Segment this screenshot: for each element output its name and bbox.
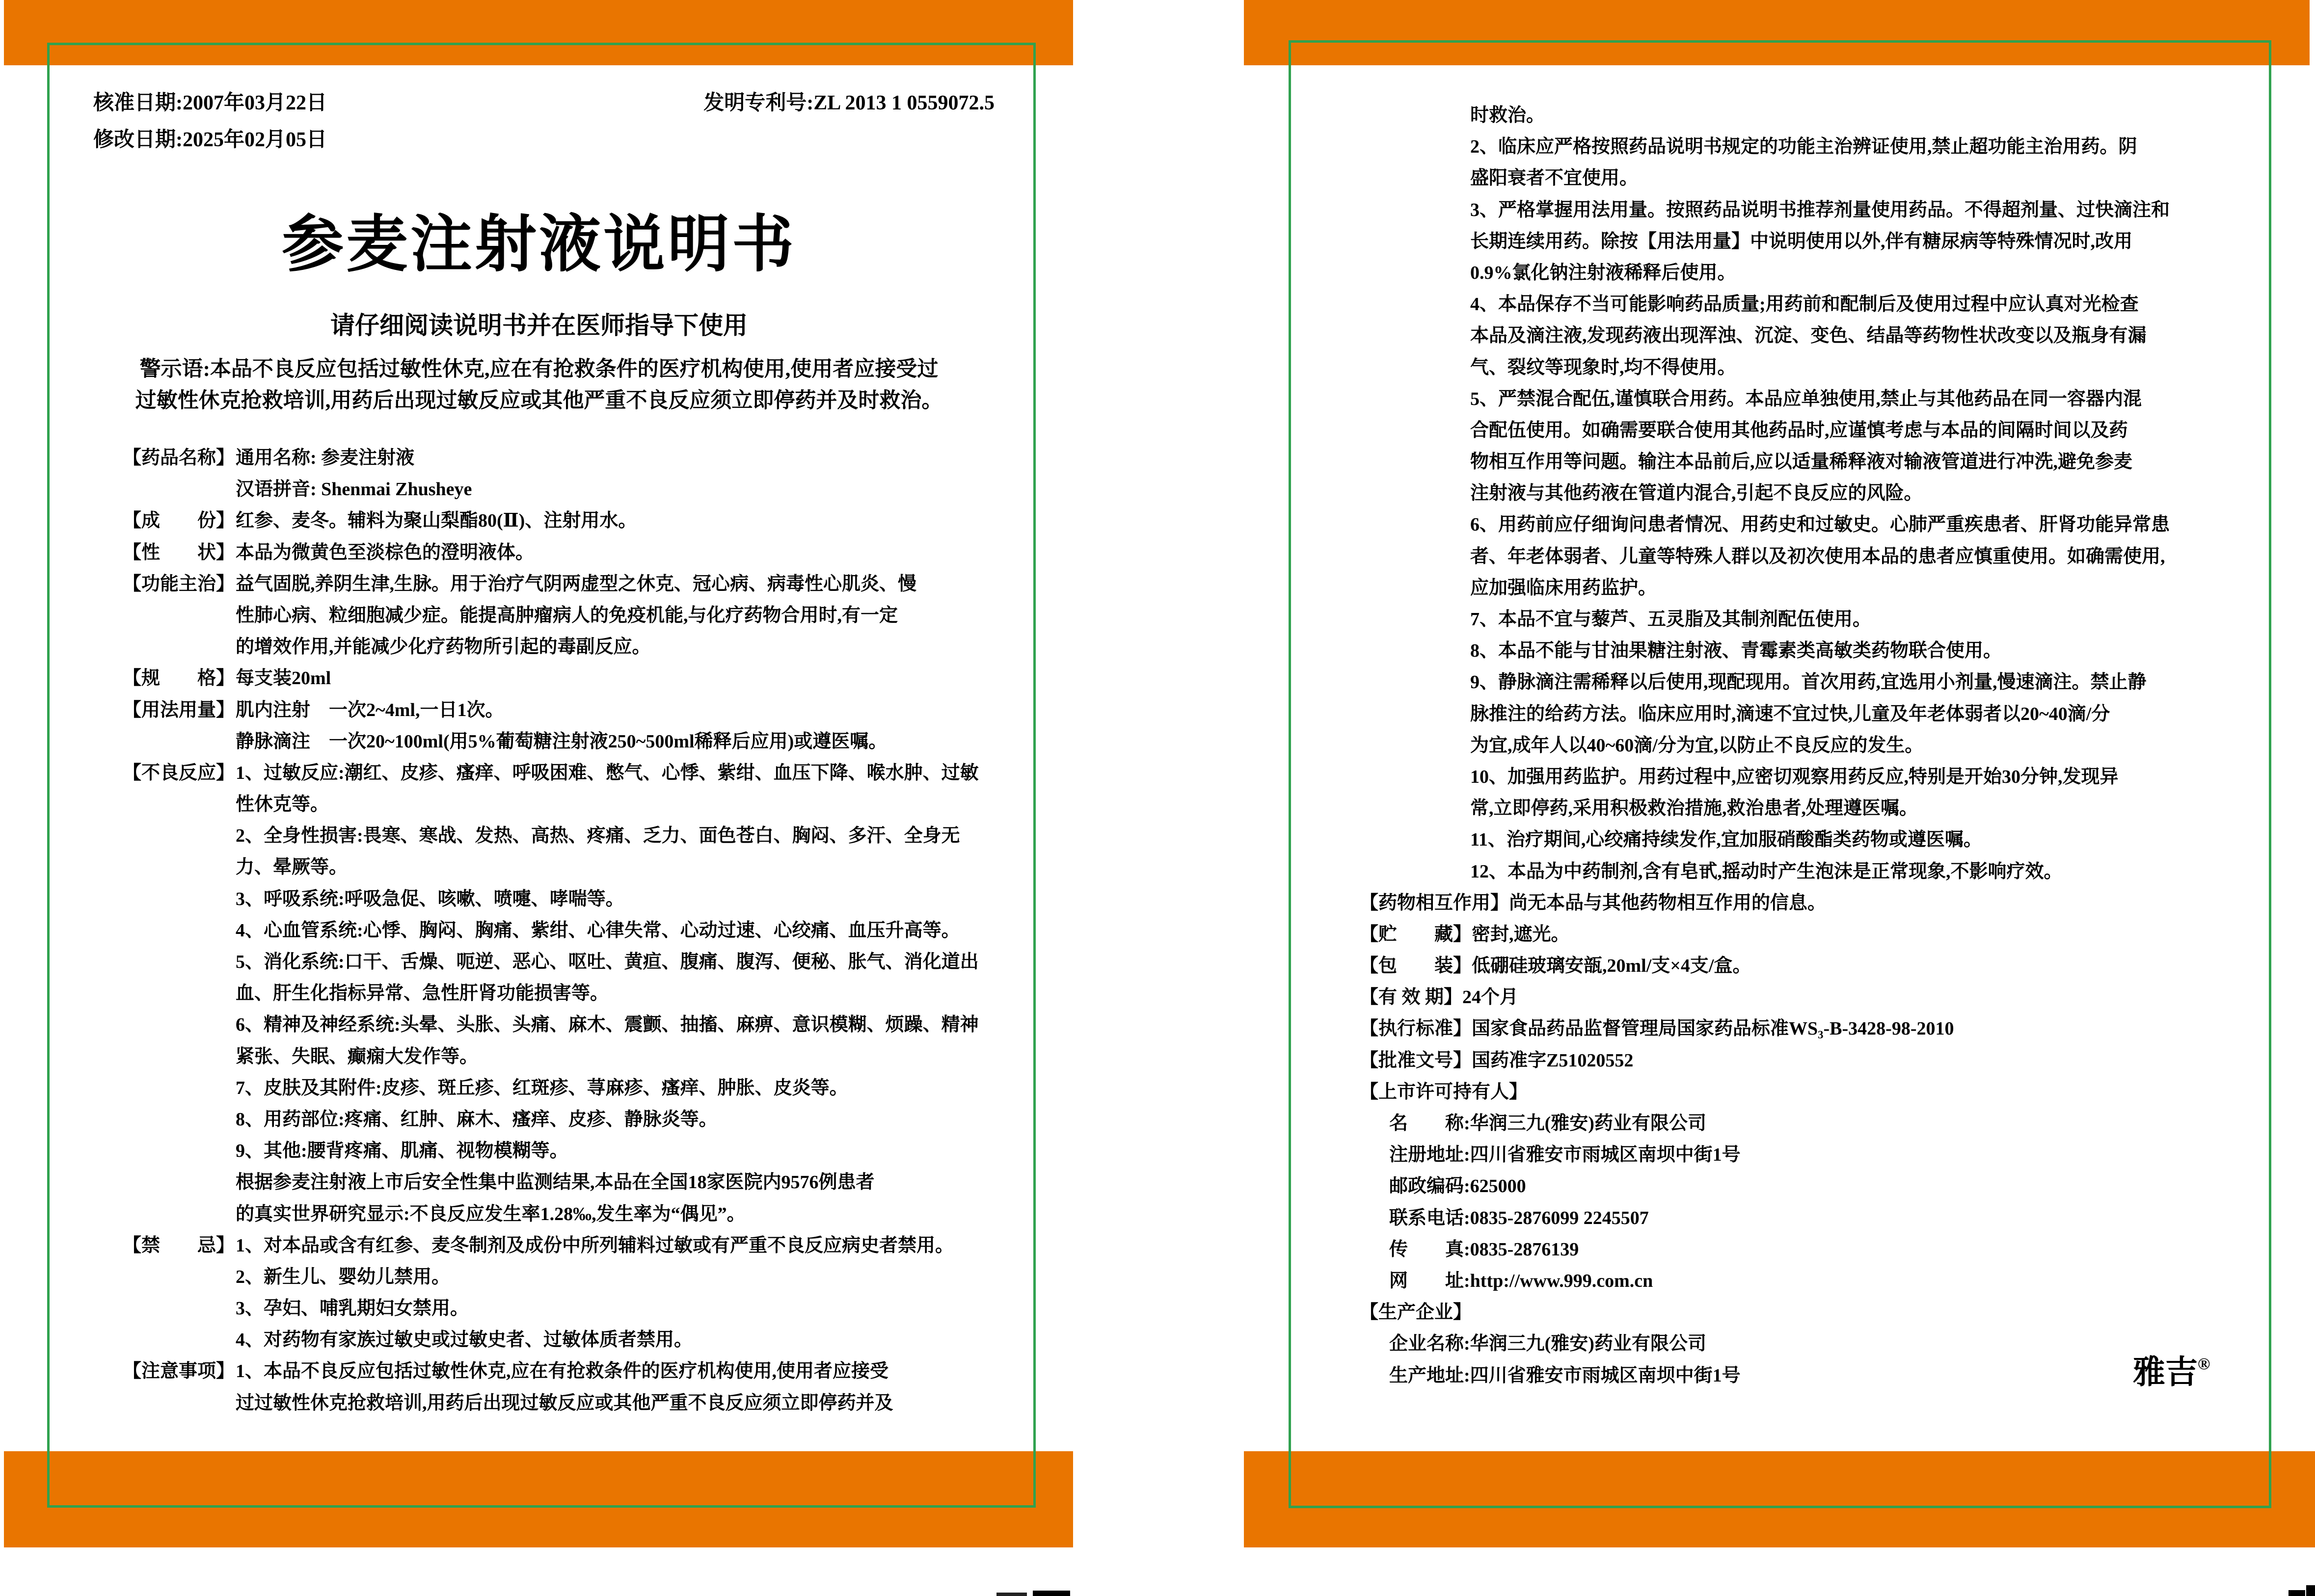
section-label: 【药品名称】 [123,448,235,468]
section-text: 根据参麦注射液上市后安全性集中监测结果,本品在全国18家医院内9576例患者 [236,1172,875,1193]
text-line: 时救治。 [1470,105,1545,126]
section-text: 性肺心病、粒细胞减少症。能提高肿瘤病人的免疫机能,与化疗药物合用时,有一定 [236,605,898,626]
text-line [123,663,979,694]
text-line: 2、临床应严格按照药品说明书规定的功能主治辨证使用,禁止超功能主治用药。阴 [1470,136,2137,158]
section-text: 性休克等。 [236,794,329,815]
text-line: 物相互作用等问题。输注本品前后,应以适量稀释液对输液管道进行冲洗,避免参麦 [1470,452,2133,473]
text-line [123,505,979,536]
text-line: 网 址:http://www.999.com.cn [1389,1270,1653,1291]
section-text: 紧张、失眠、癫痫大发作等。 [236,1046,479,1067]
text-line: 气、裂纹等现象时,均不得使用。 [1470,357,1736,378]
orange-band-bottom-right [1244,1451,2315,1547]
revision-date: 修改日期:2025年02月05日 [93,129,327,151]
orange-band-top-right [1244,0,2310,65]
section-text: 4、心血管系统:心悸、胸闷、胸痛、紫绀、心律失常、心动过速、心绞痛、血压升高等。 [236,920,960,941]
text-line: 邮政编码:625000 [1389,1176,1526,1197]
text-line [123,1387,979,1419]
text-line [123,1324,979,1356]
section-text: 5、消化系统:口干、舌燥、呃逆、恶心、呕吐、黄疸、腹痛、腹泻、便秘、胀气、消化道出 [236,952,979,972]
section-text: 3、呼吸系统:呼吸急促、咳嗽、喷嚏、哮喘等。 [236,888,624,909]
text-line [123,1041,979,1072]
section-text: 肌内注射 一次2~4ml,一日1次。 [236,699,504,720]
text-line: 【上市许可持有人】 [1360,1081,1528,1102]
text-line [123,568,979,600]
section-text: 汉语拼音: Shenmai Zhusheye [236,479,472,500]
section-label: 【规 格】 [123,668,235,689]
text-line: 9、静脉滴注需稀释以后使用,现配现用。首次用药,宜选用小剂量,慢速滴注。禁止静 [1470,672,2147,693]
right-page-body [1360,100,2170,1391]
section-text: 益气固脱,养阴生津,生脉。用于治疗气阴两虚型之休克、冠心病、病毒性心肌炎、慢 [236,573,917,594]
section-text: 的增效作用,并能减少化疗药物所引起的毒副反应。 [236,637,651,658]
section-label: 【用法用量】 [123,699,235,720]
text-line: 【包 装】低硼硅玻璃安瓿,20ml/支×4支/盒。 [1360,956,1751,977]
section-text: 每支装20ml [236,668,331,689]
text-line [123,726,979,757]
text-line [123,474,979,505]
section-text: 9、其他:腰背疼痛、肌痛、视物模糊等。 [236,1141,568,1162]
section-label: 【不良反应】 [123,762,235,783]
text-line: 脉推注的给药方法。临床应用时,滴速不宜过快,儿童及年老体弱者以20~40滴/分 [1470,703,2110,724]
registered-mark-icon: ® [2198,1355,2210,1373]
page-subtitle: 请仔细阅读说明书并在医师指导下使用 [330,312,748,339]
text-line: 本品及滴注液,发现药液出现浑浊、沉淀、变色、结晶等药物性状改变以及瓶身有漏 [1470,325,2147,346]
section-text: 4、对药物有家族过敏史或过敏史者、过敏体质者禁用。 [236,1330,693,1351]
text-line: 应加强临床用药监护。 [1470,577,1657,598]
text-line: 注册地址:四川省雅安市雨城区南坝中街1号 [1389,1144,1741,1166]
text-line: 【贮 藏】密封,遮光。 [1360,924,1570,945]
text-line: 3、严格掌握用法用量。按照药品说明书推荐剂量使用药品。不得超剂量、过快滴注和 [1470,199,2170,220]
text-line: 为宜,成年人以40~60滴/分为宜,以防止不良反应的发生。 [1470,735,1924,756]
section-text: 本品为微黄色至淡棕色的澄明液体。 [236,542,535,563]
text-line: 盛阳衰者不宜使用。 [1470,168,1639,189]
left-page-body [123,442,979,1419]
text-line [123,537,979,568]
text-line: 注射液与其他药液在管道内混合,引起不良反应的风险。 [1470,483,1923,504]
section-text: 3、孕妇、哺乳期妇女禁用。 [236,1298,469,1319]
patent-number: 发明专利号:ZL 2013 1 0559072.5 [703,92,995,114]
text-line: 12、本品为中药制剂,含有皂甙,摇动时产生泡沫是正常现象,不影响疗效。 [1470,861,2063,882]
section-label: 【禁 忌】 [123,1235,235,1256]
section-label: 【性 状】 [123,542,235,563]
text-line: 长期连续用药。除按【用法用量】中说明使用以外,伴有糖尿病等特殊情况时,改用 [1470,231,2133,252]
section-text: 通用名称: 参麦注射液 [236,448,415,468]
text-line: 【有 效 期】24个月 [1360,987,1519,1008]
text-line: 【执行标准】国家食品药品监督管理局国家药品标准WS₃-B-3428-98-2010 [1360,1018,1954,1039]
text-line [123,1009,979,1040]
scan-artifact [2306,1585,2315,1596]
text-line [123,1198,979,1230]
scan-artifact [1033,1591,1070,1596]
text-line: 【生产企业】 [1360,1302,1472,1323]
section-text: 2、新生儿、婴幼儿禁用。 [236,1266,451,1287]
text-line: 常,立即停药,采用积极救治措施,救治患者,处理遵医嘱。 [1470,798,1918,819]
text-line [123,1104,979,1135]
text-line [123,789,979,820]
text-line [123,757,979,789]
text-line [123,1135,979,1167]
section-label: 【注意事项】 [123,1361,235,1382]
text-line [123,1072,979,1104]
section-text: 红参、麦冬。辅料为聚山梨酯80(Ⅱ)、注射用水。 [236,510,637,532]
orange-band-bottom-left [4,1451,1073,1547]
text-line: 5、严禁混合配伍,谨慎联合用药。本品应单独使用,禁止与其他药品在同一容器内混 [1470,388,2142,409]
text-line: 生产地址:四川省雅安市雨城区南坝中街1号 [1389,1365,1741,1386]
section-text: 静脉滴注 一次20~100ml(用5%葡萄糖注射液250~500ml稀释后应用)或遵医嘱。 [236,731,888,752]
section-text: 8、用药部位:疼痛、红肿、麻木、瘙痒、皮疹、静脉炎等。 [236,1109,718,1130]
section-text: 过过敏性休克抢救培训,用药后出现过敏反应或其他严重不良反应须立即停药并及 [236,1392,893,1413]
text-line: 11、治疗期间,心绞痛持续发作,宜加服硝酸酯类药物或遵医嘱。 [1470,829,1982,851]
text-line: 联系电话:0835-2876099 2245507 [1389,1207,1649,1228]
section-text: 1、过敏反应:潮红、皮疹、瘙痒、呼吸困难、憋气、心悸、紫绀、血压下降、喉水肿、过敏 [236,762,979,783]
text-line: 7、本品不宜与藜芦、五灵脂及其制剂配伍使用。 [1470,609,1872,630]
warning-line-2: 过敏性休克抢救培训,用药后出现过敏反应或其他严重不良反应须立即停药并及时救治。 [135,389,943,412]
text-line: 名 称:华润三九(雅安)药业有限公司 [1389,1113,1706,1134]
section-text: 血、肝生化指标异常、急性肝肾功能损害等。 [236,983,609,1004]
warning-line-1: 警示语:本品不良反应包括过敏性休克,应在有抢救条件的医疗机构使用,使用者应接受过 [139,358,939,381]
section-text: 7、皮肤及其附件:皮疹、斑丘疹、红斑疹、荨麻疹、瘙痒、肿胀、皮炎等。 [236,1077,848,1098]
text-line [123,915,979,946]
text-line: 企业名称:华润三九(雅安)药业有限公司 [1389,1333,1706,1355]
text-line: 6、用药前应仔细询问患者情况、用药史和过敏史。心肺严重疾患者、肝肾功能异常患 [1470,514,2170,535]
section-text: 2、全身性损害:畏寒、寒战、发热、高热、疼痛、乏力、面色苍白、胸闷、多汗、全身无 [236,825,960,847]
text-line [123,600,979,631]
trademark-logo [2133,1346,2210,1392]
text-line: 0.9%氯化钠注射液稀释后使用。 [1470,262,1736,283]
text-line [123,1356,979,1387]
text-line [123,1230,979,1261]
orange-band-top-left [4,0,1073,65]
scan-artifact [2288,1590,2305,1596]
text-line [123,978,979,1009]
text-line: 者、年老体弱者、儿童等特殊人群以及初次使用本品的患者应慎重使用。如确需使用, [1470,546,2165,567]
trademark-name: 雅吉 [2133,1355,2198,1390]
section-label: 【成 份】 [123,510,235,532]
text-line: 8、本品不能与甘油果糖注射液、青霉素类高敏类药物联合使用。 [1470,640,2002,662]
text-line [123,1167,979,1198]
section-text: 1、对本品或含有红参、麦冬制剂及成份中所列辅料过敏或有严重不良反应病史者禁用。 [236,1235,954,1256]
section-text: 6、精神及神经系统:头晕、头胀、头痛、麻木、震颤、抽搐、麻痹、意识模糊、烦躁、精神 [236,1014,979,1036]
text-line: 合配伍使用。如确需要联合使用其他药品时,应谨慎考虑与本品的间隔时间以及药 [1470,420,2128,441]
text-line [123,631,979,663]
section-label: 【功能主治】 [123,573,235,594]
scan-artifact [996,1593,1027,1596]
text-line: 4、本品保存不当可能影响药品质量;用药前和配制后及使用过程中应认真对光检查 [1470,294,2139,315]
text-line [123,851,979,883]
text-line: 【药物相互作用】尚无本品与其他药物相互作用的信息。 [1360,892,1827,913]
text-line: 【批准文号】国药准字Z51020552 [1360,1050,1634,1071]
page-title: 参麦注射液说明书 [282,211,796,279]
text-line [123,694,979,726]
section-text: 的真实世界研究显示:不良反应发生率1.28‰,发生率为“偶见”。 [236,1203,746,1224]
text-line [123,1261,979,1293]
text-line: 10、加强用药监护。用药过程中,应密切观察用药反应,特别是开始30分钟,发现异 [1470,766,2119,787]
text-line: 传 真:0835-2876139 [1389,1239,1579,1260]
text-line [123,883,979,915]
section-text: 力、晕厥等。 [236,857,348,878]
text-line [123,442,979,474]
text-line [123,820,979,851]
section-text: 1、本品不良反应包括过敏性休克,应在有抢救条件的医疗机构使用,使用者应接受 [236,1361,889,1382]
text-line [123,1293,979,1324]
text-line [123,946,979,978]
approval-date: 核准日期:2007年03月22日 [93,92,327,114]
warning-statement [47,354,1031,417]
